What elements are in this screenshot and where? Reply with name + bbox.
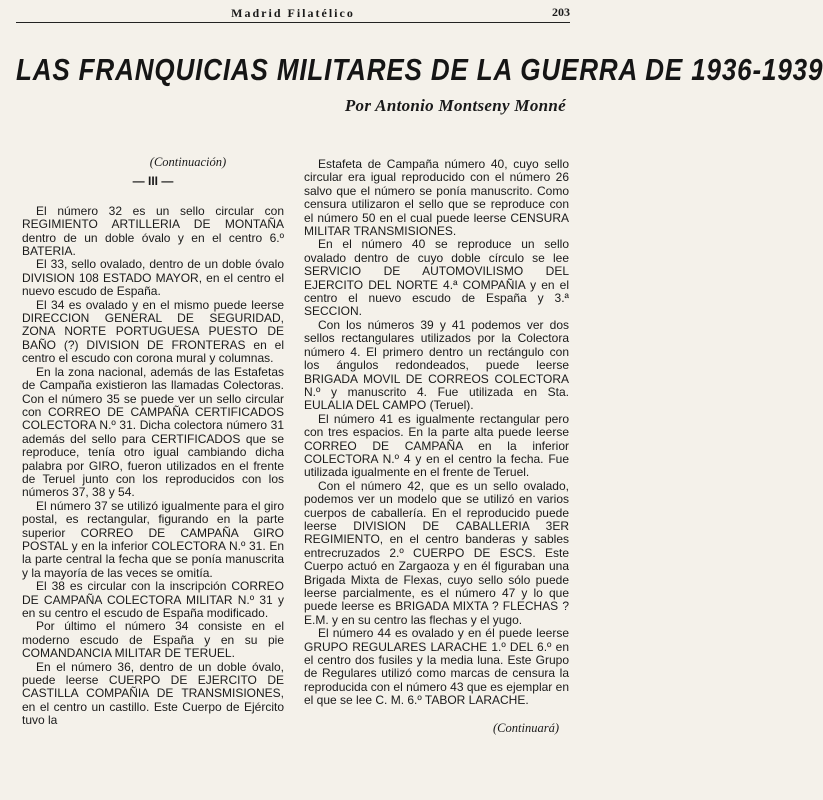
paragraph: En el número 40 se reproduce un sello ovalado dentro de cuyo doble círculo se lee SERVICIO DE AUTOMOVILISMO DEL EJERCITO DEL NORTE 4.ª COMPAÑIA y en el centro el nuevo escudo de España y 3.ª SECCION. — [304, 237, 569, 319]
page-number: 203 — [552, 5, 570, 19]
paragraph: Por último el número 34 consiste en el moderno escudo de España y en su pie COMANDANCIA MILITAR DE TERUEL. — [22, 619, 284, 661]
journal-name: Madrid Filatélico — [231, 6, 355, 20]
paragraph: Con el número 42, que es un sello ovalado, podemos ver un modelo que se utilizó en varios cuerpos de caballería. En el reproducido puede leerse DIVISION DE CABALLERIA 3ER REGIMIENTO, en el centro banderas y sables entrecruzados 2.º CUERPO DE ESCS. Este Cuerpo actuó en Zargaoza y en él figuraban una Brigada Mixta de Flexas, cuyo sello sólo puede leerse parcialmente, es el número 47 y lo que puede leerse es BRIGADA MIXTA ? FLECHAS ? E.M. y en su centro las flechas y el yugo. — [304, 478, 569, 627]
paragraph: El número 44 es ovalado y en él puede leerse GRUPO REGULARES LARACHE 1.º DEL 6.º en el centro dos fusiles y la media luna. Este Grupo de Regulares utilizó como marcas de censura la reproducida con el número 43 que es ejemplar en el que se lee C. M. 6.º TABOR LARACHE. — [304, 626, 569, 708]
continues-note: (Continuará) — [493, 720, 559, 735]
article-title: LAS FRANQUICIAS MILITARES DE LA GUERRA DE 1936-1939 — [16, 52, 823, 87]
paragraph: El 38 es circular con la inscripción CORREO DE CAMPAÑA COLECTORA MILITAR N.º 31 y en su centro el escudo de España modificado. — [22, 579, 284, 620]
paragraph: En el número 36, dentro de un doble óvalo, puede leerse CUERPO DE EJERCITO DE CASTILLA COMPAÑIA DE TRANSMISIONES, en el centro un castillo. Este Cuerpo de Ejército tuvo la — [22, 659, 284, 728]
paragraph: El 34 es ovalado y en el mismo puede leerse DIRECCION GENERAL DE SEGURIDAD, ZONA NORTE PORTUGUESA PUESTO DE BAÑO (?) DIVISION DE FRONTERAS en el centro el escudo con corona mural y columnas. — [22, 297, 284, 366]
paragraph: Con los números 39 y 41 podemos ver dos sellos rectangulares utilizados por la Colectora número 4. El primero dentro un rectángulo con los ángulos redondeados, puede leerse BRIGADA MOVIL DE CORREOS COLECTORA N.º y manuscrito 4. Fue utilizada en Sta. EULALIA DEL CAMPO (Teruel). — [304, 317, 569, 413]
paragraph: El 33, sello ovalado, dentro de un doble óvalo DIVISION 108 ESTADO MAYOR, en el centro el nuevo escudo de España. — [22, 257, 284, 299]
article-byline: Por Antonio Montseny Monné — [344, 96, 566, 115]
continuation-note: (Continuación) — [149, 155, 227, 169]
paragraph: Estafeta de Campaña número 40, cuyo sello circular era igual reproducido con el número 26 salvo que el número se ponía manuscrito. Como censura utilizaron el sello que se reproduce con el número 50 en el cual puede leerse CENSURA MILITAR TRANSMISIONES. — [304, 157, 569, 239]
right-column — [304, 158, 569, 735]
paragraph: El número 37 se utilizó igualmente para el giro postal, es rectangular, figurando en la parte superior CORREO DE CAMPAÑA GIRO POSTAL y en la inferior COLECTORA N.º 31. En la parte central la fecha que se ponía manuscrita y la mayoría de las veces se omitía. — [22, 498, 284, 580]
section-number: — III — — [132, 174, 174, 189]
paragraph: En la zona nacional, además de las Estafetas de Campaña existieron las llamadas Colectoras. Con el número 35 se puede ver un sello circular con CORREO DE CAMPAÑA CERTIFICADOS COLECTORA N.º 31. Dicha colectora número 31 además del sello para CERTIFICADOS que se reproduce, tenía otro igual cambiando dicha palabra por GIRO, fueron utilizados en el frente de Teruel junto con los reproducidos con los números 37, 38 y 54. — [22, 364, 284, 500]
left-column — [22, 156, 284, 728]
running-head — [16, 4, 570, 23]
paragraph: El número 32 es un sello circular con REGIMIENTO ARTILLERIA DE MONTAÑA dentro de un doble óvalo y en el centro 6.º BATERIA. — [22, 203, 284, 259]
paragraph: El número 41 es igualmente rectangular pero con tres espacios. En la parte alta puede leerse CORREO DE CAMPAÑA en la inferior COLECTORA N.º 4 y en el centro la fecha. Fue utilizada igualmente en el frente de Teruel. — [304, 411, 569, 480]
